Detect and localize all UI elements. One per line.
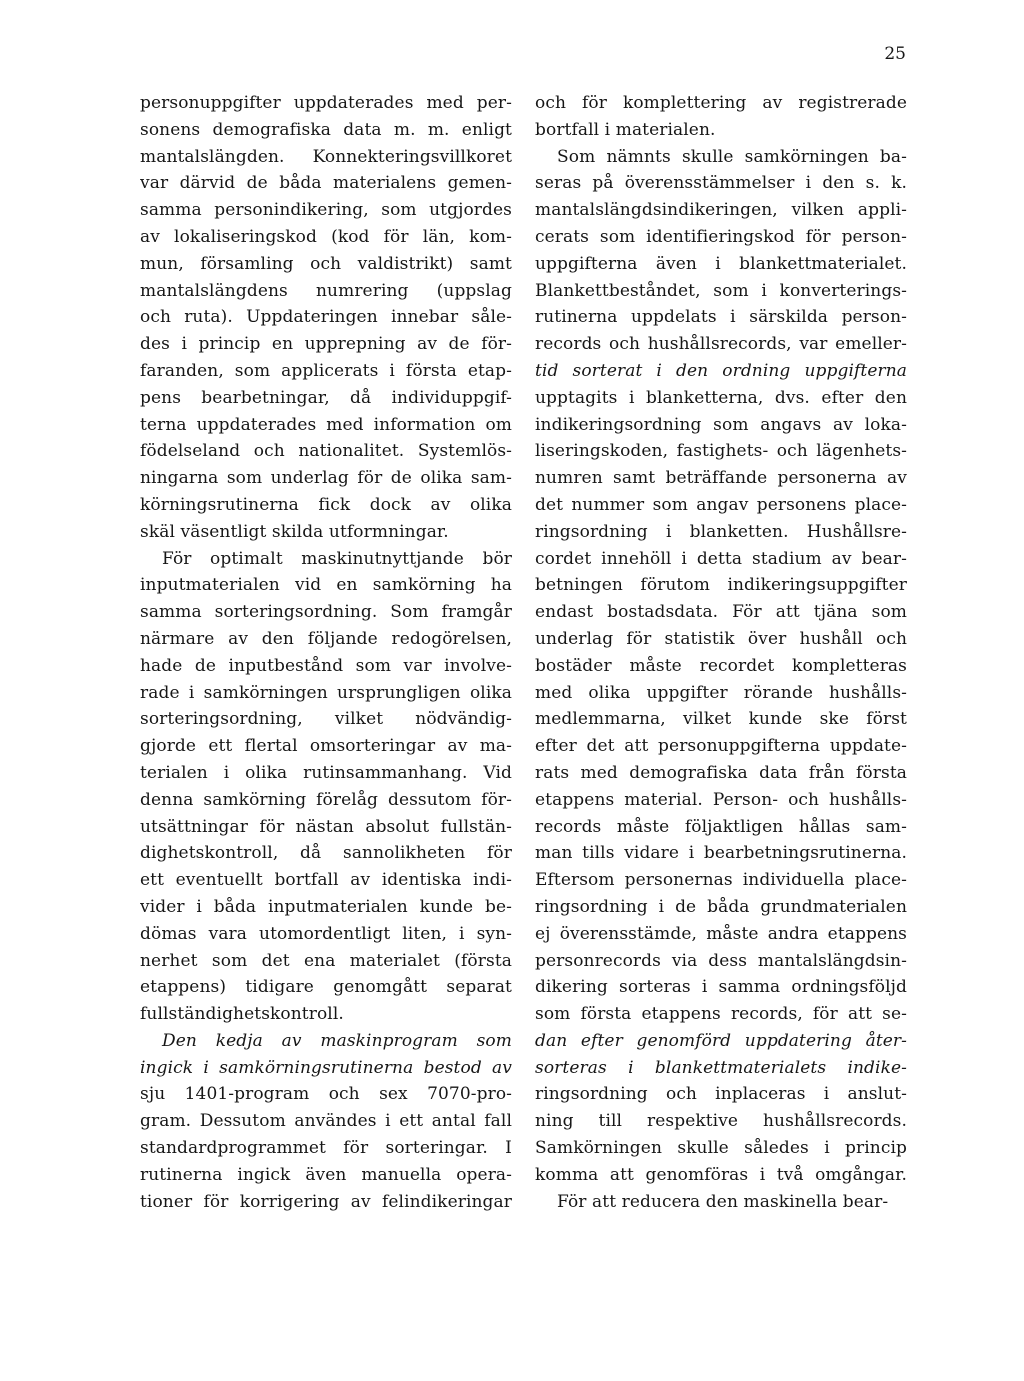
text-line: liseringskoden, fastighets- och lägenhets- — [535, 441, 907, 462]
text-line: gjorde ett flertal omsorteringar av ma- — [140, 736, 512, 757]
left-column — [140, 90, 512, 1215]
text-line: ett eventuellt bortfall av identiska indi- — [140, 870, 512, 891]
text-line: som första etappens records, för att se- — [535, 1004, 907, 1025]
right-column — [535, 90, 907, 1215]
text-line: cerats som identifieringskod för person- — [535, 226, 907, 247]
text-line: och ruta). Uppdateringen innebar såle- — [140, 307, 512, 328]
text-line: dan efter genomförd uppdatering åter- — [535, 1030, 907, 1051]
text-line: medlemmarna, vilket kunde ske först — [535, 709, 907, 730]
text-line: Samkörningen skulle således i princip — [535, 1138, 907, 1159]
text-line: cordet innehöll i detta stadium av bear- — [535, 548, 907, 569]
text-line: bostäder måste recordet kompletteras — [535, 655, 907, 676]
text-line: ringsordning i blanketten. Hushållsre- — [535, 521, 907, 542]
text-line: För att reducera den maskinella bear- — [557, 1191, 889, 1212]
text-line: records måste följaktligen hållas sam- — [535, 816, 907, 837]
text-line: etappens material. Person- och hushålls- — [535, 789, 907, 810]
text-line: och för komplettering av registrerade — [535, 93, 907, 113]
text-line: personuppgifter uppdaterades med per- — [140, 93, 512, 113]
text-line: dömas vara utomordentligt liten, i syn- — [140, 923, 512, 944]
text-line: ning till respektive hushållsrecords. — [535, 1111, 907, 1132]
text-line: med olika uppgifter rörande hushålls- — [535, 682, 907, 703]
text-line: records och hushållsrecords, var emeller- — [535, 334, 907, 355]
text-line: pens bearbetningar, då individuppgif- — [140, 387, 512, 408]
text-line: ej överensstämde, måste andra etappens — [535, 923, 907, 944]
text-line: denna samkörning förelåg dessutom för- — [140, 789, 512, 810]
text-line: uppgifterna även i blankettmaterialet. — [535, 253, 907, 274]
text-line: mantalslängden. Konnekteringsvillkoret — [140, 146, 512, 167]
text-line: betningen förutom indikeringsuppgifter — [535, 575, 907, 596]
text-line: rade i samkörningen ursprungligen olika — [140, 682, 512, 703]
text-line: standardprogrammet för sorteringar. I — [140, 1138, 512, 1159]
text-line: endast bostadsdata. För att tjäna som — [535, 602, 907, 623]
text-line: inputmaterialen vid en samkörning ha — [140, 575, 512, 596]
text-line: man tills vidare i bearbetningsrutinerna. — [535, 843, 907, 864]
text-line: För optimalt maskinutnyttjande bör — [162, 548, 512, 569]
text-line: Blankettbeståndet, som i konverterings- — [535, 280, 907, 301]
text-line: Som nämnts skulle samkörningen ba- — [557, 146, 907, 167]
text-line: ringsordning och inplaceras i anslut- — [535, 1084, 907, 1105]
text-line: rutinerna ingick även manuella opera- — [140, 1164, 512, 1185]
text-line: nerhet som det ena materialet (första — [140, 950, 512, 971]
text-line: personrecords via dess mantalslängdsin- — [535, 950, 907, 971]
text-line: skäl väsentligt skilda utformningar. — [140, 521, 449, 542]
text-line: mun, församling och valdistrikt) samt — [140, 253, 512, 274]
text-line: det nummer som angav personens place- — [535, 494, 907, 515]
text-line: ingick i samkörningsrutinerna bestod av — [140, 1057, 512, 1078]
text-line: av lokaliseringskod (kod för län, kom- — [140, 226, 512, 247]
text-line: samma sorteringsordning. Som framgår — [140, 602, 512, 623]
text-line: sju 1401-program och sex 7070-pro- — [140, 1084, 512, 1105]
text-line: närmare av den följande redogörelsen, — [140, 628, 512, 649]
text-line: vider i båda inputmaterialen kunde be- — [140, 896, 512, 917]
text-line: körningsrutinerna fick dock av olika — [140, 494, 512, 515]
text-line: gram. Dessutom användes i ett antal fall — [140, 1111, 512, 1132]
text-line: utsättningar för nästan absolut fullstän- — [140, 816, 512, 837]
text-line: underlag för statistik över hushåll och — [535, 628, 907, 649]
text-line: etappens) tidigare genomgått separat — [140, 977, 512, 998]
text-line: komma att genomföras i två omgångar. — [535, 1164, 907, 1185]
text-line: terialen i olika rutinsammanhang. Vid — [140, 762, 512, 783]
text-line: des i princip en upprepning av de för- — [140, 334, 512, 355]
text-line: sonens demografiska data m. m. enligt — [140, 119, 512, 140]
text-line: samma personindikering, som utgjordes — [140, 200, 512, 221]
text-line: rutinerna uppdelats i särskilda person- — [535, 307, 907, 328]
text-line: mantalslängdsindikeringen, vilken appli- — [535, 200, 907, 221]
text-line: upptagits i blanketterna, dvs. efter den — [535, 387, 907, 408]
text-line: indikeringsordning som angavs av loka- — [535, 414, 907, 435]
text-line: efter det att personuppgifterna uppdate- — [535, 736, 907, 757]
text-line: seras på överensstämmelser i den s. k. — [535, 173, 907, 194]
text-line: sorteringsordning, vilket nödvändig- — [140, 709, 512, 730]
text-line: födelseland och nationalitet. Systemlös- — [140, 441, 512, 462]
text-line: fullständighetskontroll. — [140, 1004, 344, 1025]
text-line: rats med demografiska data från första — [535, 762, 907, 783]
text-line: faranden, som applicerats i första etap- — [140, 360, 512, 381]
page-number: 25 — [884, 44, 906, 64]
text-line: sorteras i blankettmaterialets indike- — [535, 1057, 907, 1078]
text-line: tid sorterat i den ordning uppgifterna — [535, 360, 907, 381]
text-line: dikering sorteras i samma ordningsföljd — [535, 977, 907, 998]
text-line: mantalslängdens numrering (uppslag — [140, 280, 512, 301]
text-line: hade de inputbestånd som var involve- — [140, 655, 512, 676]
text-line: terna uppdaterades med information om — [140, 414, 512, 435]
text-line: Eftersom personernas individuella place- — [535, 870, 907, 891]
text-line: ningarna som underlag för de olika sam- — [140, 468, 512, 489]
text-line: tioner för korrigering av felindikeringar — [140, 1191, 512, 1212]
text-line: var därvid de båda materialens gemen- — [140, 173, 512, 194]
text-line: Den kedja av maskinprogram som — [162, 1030, 512, 1051]
text-line: dighetskontroll, då sannolikheten för — [140, 843, 512, 864]
text-line: bortfall i materialen. — [535, 119, 716, 140]
text-line: ringsordning i de båda grundmaterialen — [535, 896, 907, 917]
text-line: numren samt beträffande personerna av — [535, 468, 907, 489]
